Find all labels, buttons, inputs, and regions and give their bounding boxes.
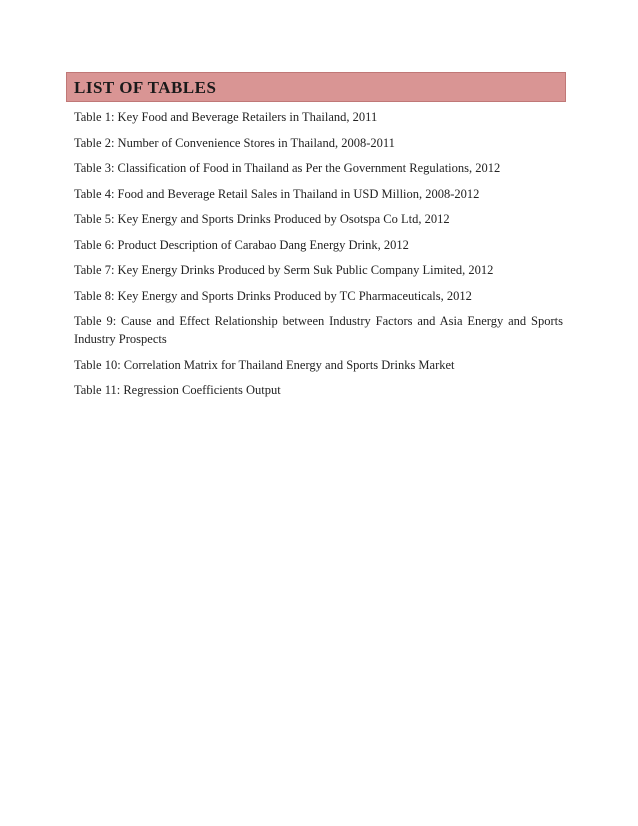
table-entry-1: Table 1: Key Food and Beverage Retailers in Thailand, 2011	[74, 110, 378, 124]
table-entry-8: Table 8: Key Energy and Sports Drinks Produced by TC Pharmaceuticals, 2012	[74, 288, 472, 303]
page-title: LIST OF TABLES	[74, 78, 217, 97]
table-entry-10: Table 10: Correlation Matrix for Thailand Energy and Sports Drinks Market	[74, 357, 455, 372]
table-entry-11: Table 11: Regression Coefficients Output	[74, 383, 281, 397]
list-of-tables-heading-bar	[66, 72, 566, 102]
table-entry-4: Table 4: Food and Beverage Retail Sales in Thailand in USD Million, 2008-2012	[74, 186, 480, 201]
table-list	[74, 108, 563, 407]
table-entry-9: Table 9: Cause and Effect Relationship between Industry Factors and Asia Energy and Sports Industry Prospects	[74, 314, 563, 346]
table-entry-3: Table 3: Classification of Food in Thailand as Per the Government Regulations, 2012	[74, 161, 501, 175]
table-entry-6: Table 6: Product Description of Carabao Dang Energy Drink, 2012	[74, 237, 409, 252]
table-entry-2: Table 2: Number of Convenience Stores in Thailand, 2008-2011	[74, 135, 395, 150]
table-entry-7: Table 7: Key Energy Drinks Produced by Serm Suk Public Company Limited, 2012	[74, 263, 494, 277]
table-entry-5: Table 5: Key Energy and Sports Drinks Produced by Osotspa Co Ltd, 2012	[74, 212, 450, 226]
